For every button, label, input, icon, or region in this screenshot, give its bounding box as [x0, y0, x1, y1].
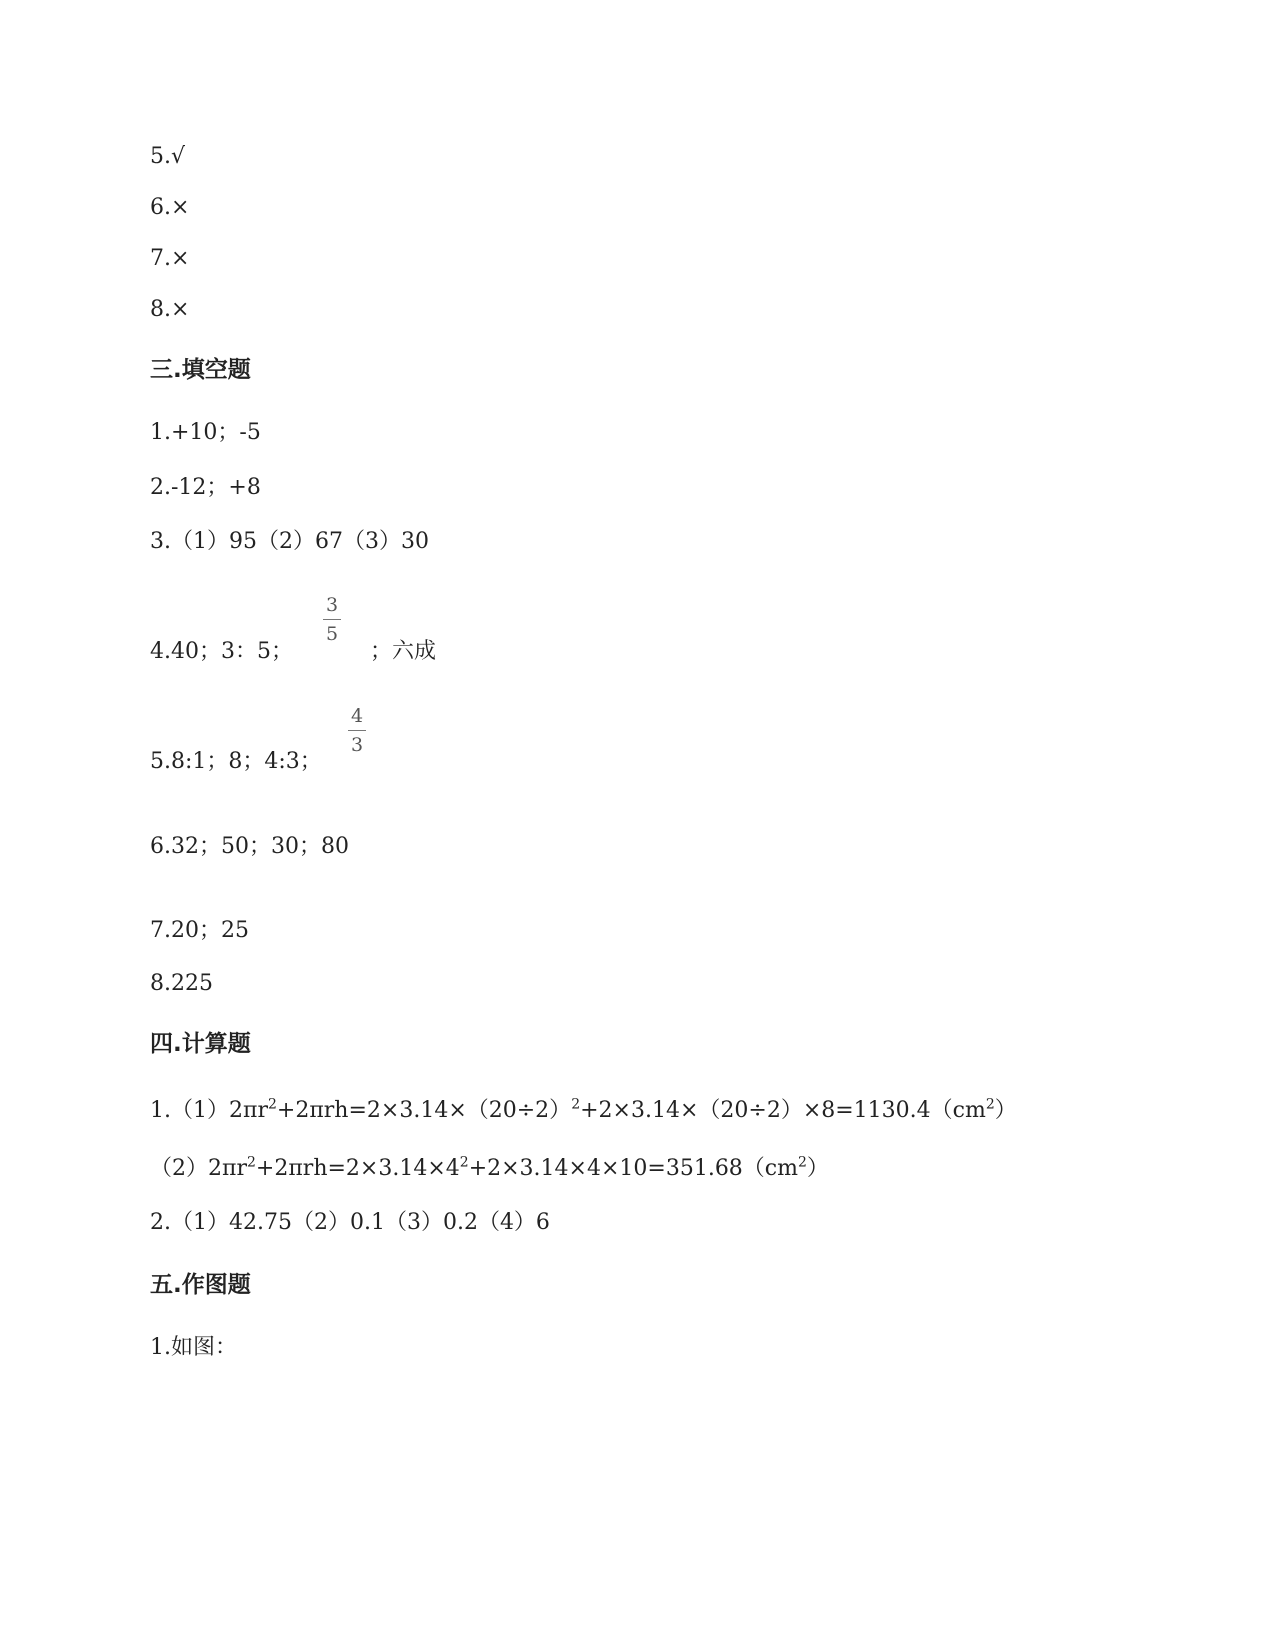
- section-heading-calculation: 四.计算题: [150, 1031, 251, 1057]
- fraction-bar: [323, 619, 341, 620]
- answer-fill-8: 8.225: [150, 971, 213, 996]
- formula-segment: ）: [994, 1098, 1017, 1123]
- answer-judge-8: 8.×: [150, 297, 190, 322]
- formula-segment: ）: [806, 1156, 829, 1181]
- section-heading-drawing: 五.作图题: [150, 1272, 251, 1298]
- fraction-three-fifths: [323, 594, 341, 645]
- exponent: 2: [267, 1096, 277, 1113]
- fraction-numerator: 4: [350, 705, 364, 727]
- answer-fill-4-prefix: 4.40；3：5；: [150, 639, 293, 664]
- fraction-numerator: 3: [325, 594, 339, 616]
- exponent: 2: [798, 1154, 807, 1171]
- answer-fill-7: 7.20；25: [150, 918, 249, 943]
- formula-segment: 1.（1）2πr: [150, 1098, 268, 1123]
- fraction-denominator: 5: [325, 623, 339, 645]
- exponent: 2: [246, 1154, 256, 1171]
- answer-judge-5: 5.√: [150, 144, 186, 169]
- answer-calc-2: 2.（1）42.75（2）0.1（3）0.2（4）6: [150, 1210, 550, 1235]
- answer-fill-3: 3.（1）95（2）67（3）30: [150, 529, 429, 554]
- fraction-bar: [348, 730, 366, 731]
- answer-fill-4-suffix: ；六成: [370, 639, 437, 664]
- answer-judge-6: 6.×: [150, 195, 190, 220]
- answer-calc-1-part-2: [150, 1155, 829, 1183]
- answer-fill-1: 1.+10；-5: [150, 420, 261, 445]
- formula-segment: +2×3.14×4×10=351.68（cm: [468, 1156, 798, 1181]
- fraction-four-thirds: [348, 705, 366, 756]
- exponent: 2: [985, 1096, 995, 1113]
- formula-segment: +2πrh=2×3.14×（20÷2）: [276, 1098, 572, 1123]
- formula-segment: +2πrh=2×3.14×4: [255, 1156, 460, 1181]
- answer-fill-6: 6.32；50；30；80: [150, 834, 349, 859]
- answer-fill-2: 2.-12；+8: [150, 475, 261, 500]
- exponent: 2: [571, 1096, 581, 1113]
- section-heading-fill-in: 三.填空题: [150, 357, 251, 383]
- fraction-denominator: 3: [350, 734, 364, 756]
- formula-segment: （2）2πr: [150, 1156, 247, 1181]
- answer-judge-7: 7.×: [150, 246, 190, 271]
- answer-draw-1: 1.如图：: [150, 1335, 237, 1360]
- formula-segment: +2×3.14×（20÷2）×8=1130.4（cm: [580, 1098, 986, 1123]
- answer-calc-1-part-1: [150, 1097, 1017, 1125]
- answer-fill-5-prefix: 5.8:1；8；4:3；: [150, 749, 322, 774]
- exponent: 2: [459, 1154, 469, 1171]
